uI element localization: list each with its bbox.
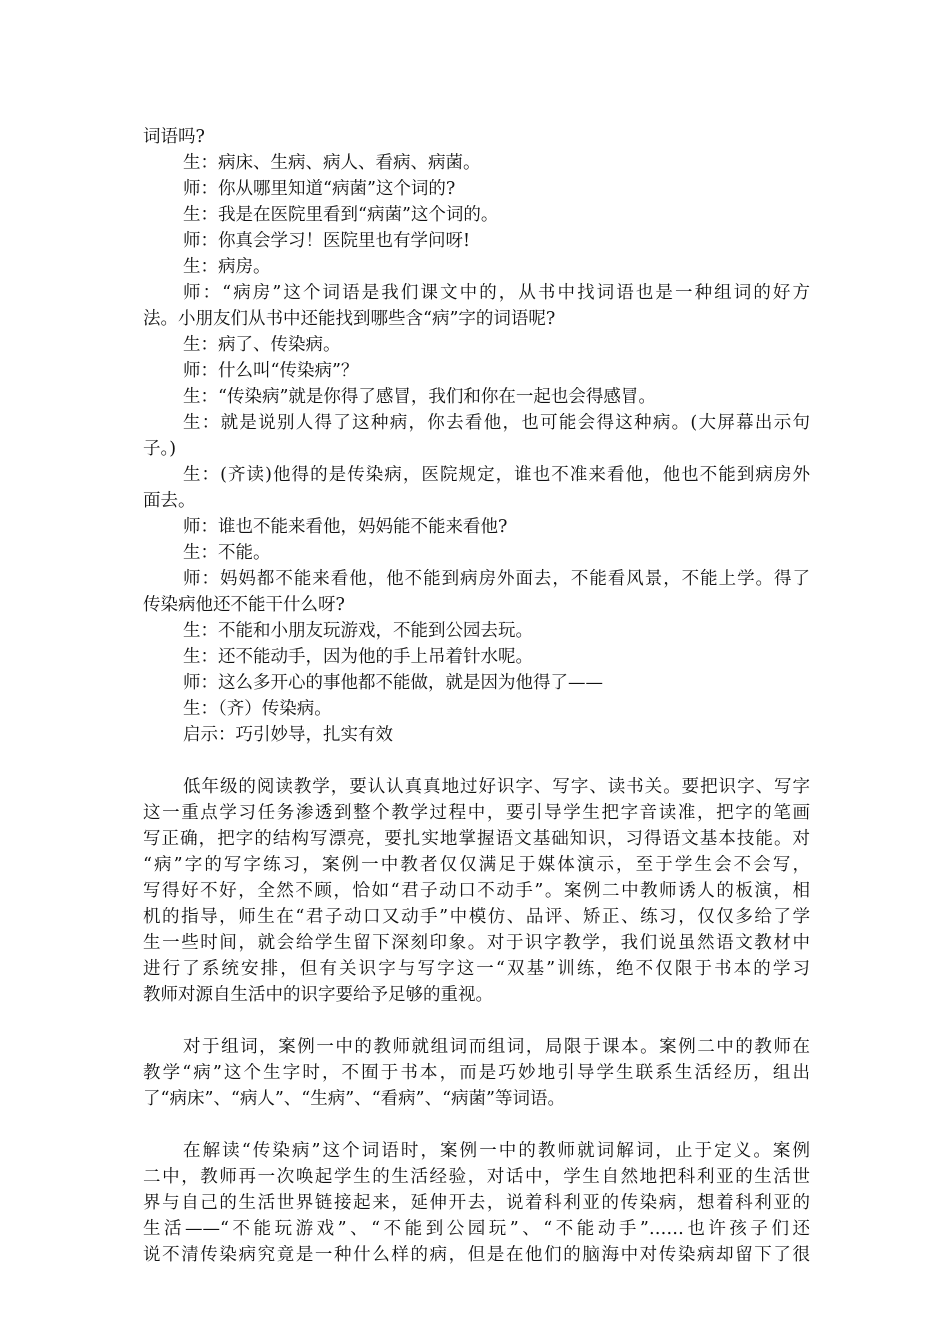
text-line: 教师对源自生活中的识字要给予足够的重视。: [143, 985, 493, 1005]
text-line: 师：这么多开心的事他都不能做，就是因为他得了——: [183, 673, 603, 693]
text-line: 师：你从哪里知道“病菌”这个词的?: [183, 179, 456, 199]
text-line: 传染病他还不能干什么呀?: [143, 595, 345, 615]
text-line: 师：什么叫“传染病”？: [183, 361, 359, 381]
text-line: 生：病了、传染病。: [183, 335, 341, 355]
text-line: 生：就是说别人得了这种病，你去看他，也可能会得这种病。(大屏幕出示句: [183, 413, 810, 433]
text-line: 师：谁也不能来看他，妈妈能不能来看他?: [183, 517, 508, 537]
text-line: 二中，教师再一次唤起学生的生活经验，对话中，学生自然地把科利亚的生活世: [143, 1167, 810, 1187]
text-line: 生：病房。: [183, 257, 271, 277]
text-line: 了“病床”、“病人”、“生病”、“看病”、“病菌”等词语。: [143, 1089, 565, 1109]
text-line: 对于组词，案例一中的教师就组词而组词，局限于课本。案例二中的教师在: [183, 1037, 810, 1057]
text-line: 低年级的阅读教学，要认认真真地过好识字、写字、读书关。要把识字、写字: [183, 777, 810, 797]
text-line: 进行了系统安排，但有关识字与写字这一“双基”训练，绝不仅限于书本的学习: [143, 959, 810, 979]
text-line: 在解读“传染病”这个词语时，案例一中的教师就词解词，止于定义。案例: [183, 1141, 810, 1161]
text-line: 写得好不好，全然不顾，恰如“君子动口不动手”。案例二中教师诱人的板演，相: [143, 881, 810, 901]
text-line: 生：“传染病”就是你得了感冒，我们和你在一起也会得感冒。: [183, 387, 656, 407]
text-line: 法。小朋友们从书中还能找到哪些含“病”字的词语呢?: [143, 309, 556, 329]
text-line: 子。): [143, 439, 177, 459]
text-line: 机的指导，师生在“君子动口又动手”中模仿、品评、矫正、练习，仅仅多给了学: [143, 907, 810, 927]
text-line: 生：我是在医院里看到“病菌”这个词的。: [183, 205, 499, 225]
text-line: 生活——“不能玩游戏”、“不能到公园玩”、“不能动手”……也许孩子们还: [143, 1219, 810, 1239]
text-line: 师：“病房”这个词语是我们课文中的，从书中找词语也是一种组词的好方: [183, 283, 810, 303]
text-line: 生：不能。: [183, 543, 271, 563]
section-heading: 启示：巧引妙导，扎实有效: [183, 725, 393, 745]
text-line: 面去。: [143, 491, 196, 511]
text-line: 生：病床、生病、病人、看病、病菌。: [183, 153, 481, 173]
text-line: 生：(齐读)他得的是传染病，医院规定，谁也不准来看他，他也不能到病房外: [183, 465, 810, 485]
text-line: 这一重点学习任务渗透到整个教学过程中，要引导学生把字音读准，把字的笔画: [143, 803, 810, 823]
text-line: 生一些时间，就会给学生留下深刻印象。对于识字教学，我们说虽然语文教材中: [143, 933, 810, 953]
text-line: 师：妈妈都不能来看他，他不能到病房外面去，不能看风景，不能上学。得了: [183, 569, 810, 589]
text-line: 师：你真会学习！医院里也有学问呀!: [183, 231, 471, 251]
text-line: 生：（齐）传染病。: [183, 699, 332, 719]
text-line: 界与自己的生活世界链接起来，延伸开去，说着科利亚的传染病，想着科利亚的: [143, 1193, 810, 1213]
text-line: 说不清传染病究竟是一种什么样的病，但是在他们的脑海中对传染病却留下了很: [143, 1245, 810, 1265]
text-line: 词语吗?: [143, 127, 205, 147]
text-line: 生：还不能动手，因为他的手上吊着针水呢。: [183, 647, 533, 667]
text-line: 写正确，把字的结构写漂亮，要扎实地掌握语文基础知识，习得语文基本技能。对: [143, 829, 810, 849]
text-line: 教学“病”这个生字时，不囿于书本，而是巧妙地引导学生联系生活经历，组出: [143, 1063, 810, 1083]
text-line: “病”字的写字练习，案例一中教者仅仅满足于媒体演示，至于学生会不会写，: [143, 855, 810, 875]
text-line: 生：不能和小朋友玩游戏，不能到公园去玩。: [183, 621, 533, 641]
